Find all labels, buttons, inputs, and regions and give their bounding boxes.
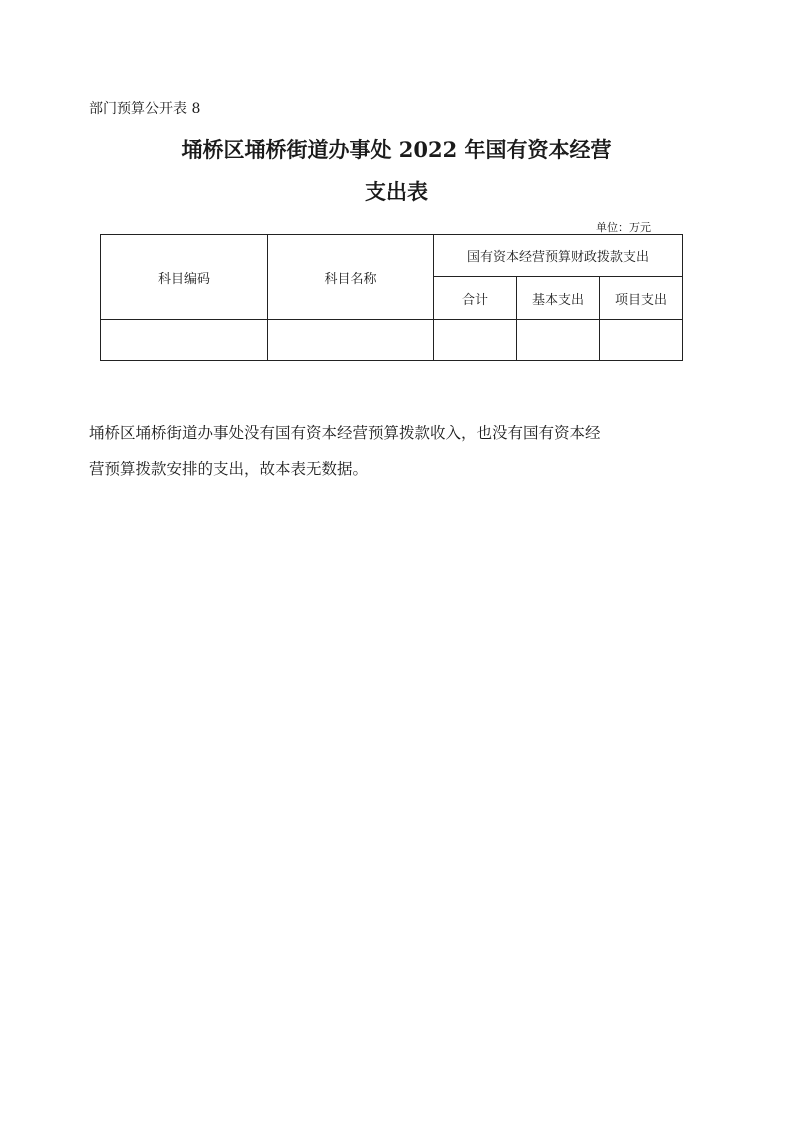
page-title-line2: 支出表 [365,179,428,204]
cell-total [434,320,517,361]
header-group-state-capital: 国有资本经营预算财政拨款支出 [434,235,683,277]
explanation-note [89,415,709,487]
table-row [101,320,683,361]
note-line-2: 营预算拨款安排的支出，故本表无数据。 [89,460,369,478]
form-label: 部门预算公开表 8 [89,101,201,117]
cell-name [268,320,434,361]
expenditure-table [100,234,683,361]
cell-code [101,320,268,361]
note-line-1: 埇桥区埇桥街道办事处没有国有资本经营预算拨款收入，也没有国有资本经 [89,424,601,442]
header-total: 合计 [434,277,517,320]
header-basic-expenditure: 基本支出 [517,277,600,320]
cell-basic [517,320,600,361]
cell-project [600,320,683,361]
page-title: 埇桥区埇桥街道办事处 2022 年国有资本经营 [181,137,612,162]
header-subject-name: 科目名称 [268,235,434,320]
header-subject-code: 科目编码 [101,235,268,320]
header-project-expenditure: 项目支出 [600,277,683,320]
unit-label: 单位：万元 [596,221,651,234]
